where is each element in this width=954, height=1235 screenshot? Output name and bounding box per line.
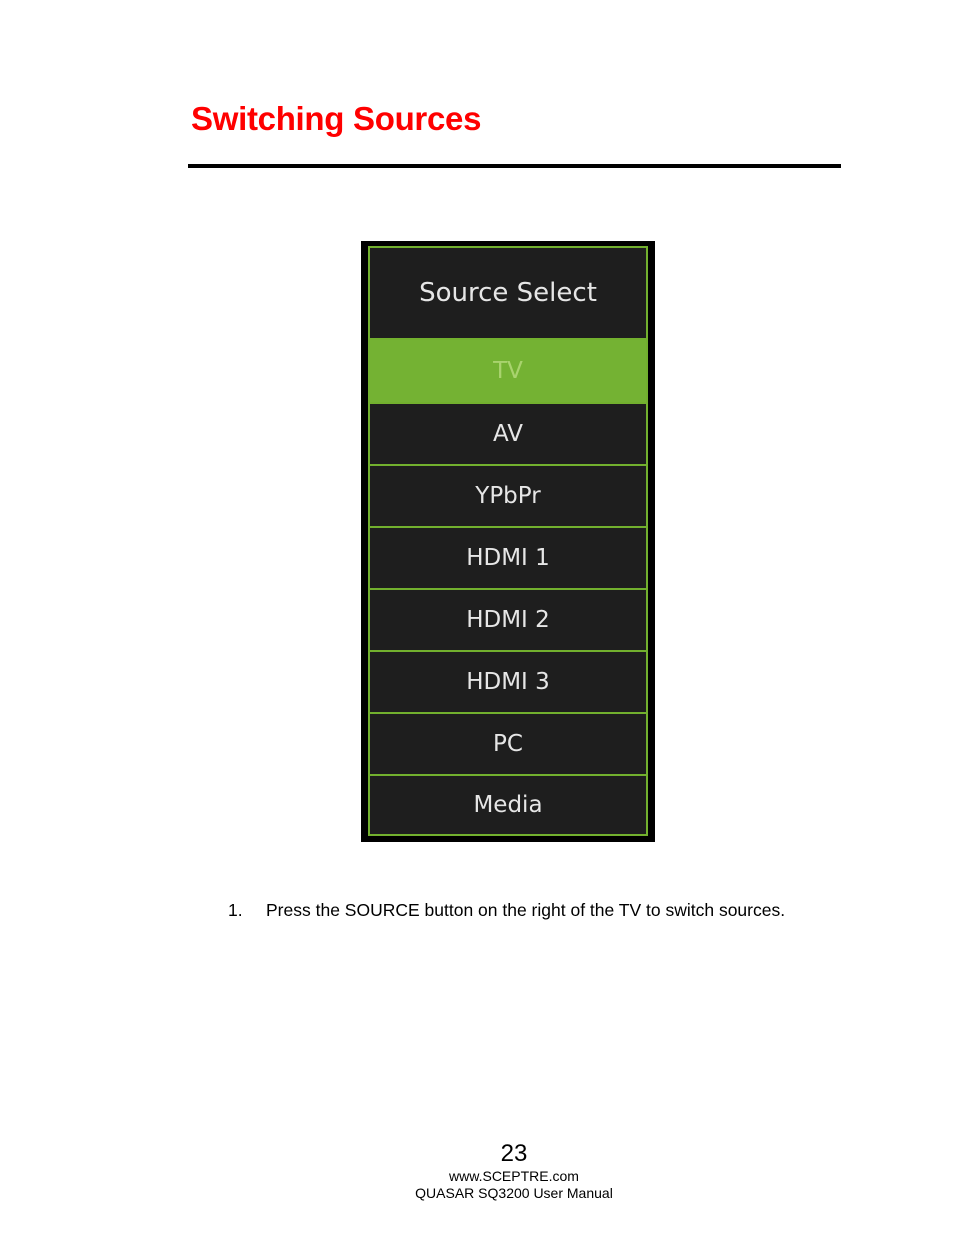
menu-item-hdmi2[interactable]: HDMI 2 xyxy=(370,590,646,652)
menu-item-tv[interactable]: TV xyxy=(370,340,646,404)
menu-item-media[interactable]: Media xyxy=(473,792,543,818)
step-number: 1. xyxy=(228,900,243,920)
page-title: Switching Sources xyxy=(191,100,482,137)
menu-item-hdmi1[interactable]: HDMI 1 xyxy=(370,528,646,590)
step-text: Press the SOURCE button on the right of the TV to switch sources. xyxy=(266,900,786,920)
source-select-menu xyxy=(361,241,655,842)
menu-item-av[interactable]: AV xyxy=(370,404,646,466)
page-number: 23 xyxy=(500,1140,528,1167)
menu-header: Source Select xyxy=(370,248,646,340)
footer-manual-title: QUASAR SQ3200 User Manual xyxy=(415,1185,613,1201)
menu-item-hdmi3[interactable]: HDMI 3 xyxy=(370,652,646,714)
menu-item-ypbpr[interactable]: YPbPr xyxy=(370,466,646,528)
menu-item-pc[interactable]: PC xyxy=(370,714,646,776)
title-divider xyxy=(188,164,841,168)
instruction-step xyxy=(228,900,785,921)
footer-website: www.SCEPTRE.com xyxy=(449,1168,579,1184)
source-select-panel xyxy=(368,246,648,836)
